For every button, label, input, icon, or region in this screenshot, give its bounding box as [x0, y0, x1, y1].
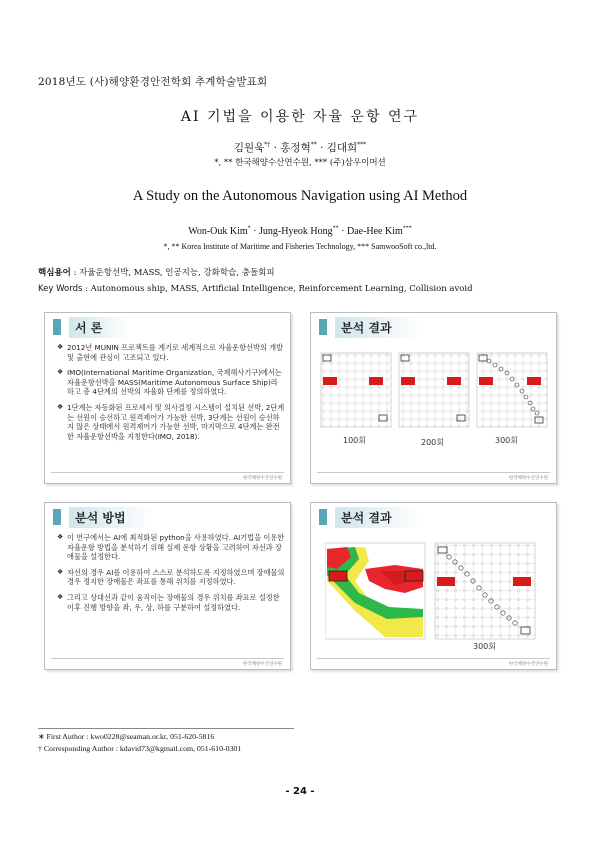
grid-300	[477, 353, 547, 427]
intro-bullets	[57, 343, 285, 447]
panel-title: 분석 결과	[319, 507, 420, 527]
panel-title: 서 론	[53, 317, 130, 337]
footnote-corresponding-author: † Corresponding Author : kdavid73@kgmail.com, 051-610-0301	[38, 744, 242, 753]
keywords-english: Key Words : Autonomous ship, MASS, Artificial Intelligence, Reinforcement Learning, Collision avoid	[38, 284, 473, 294]
authors-korean: 김원욱*† · 홍정혁** · 김대희***	[233, 141, 367, 154]
keywords-korean: 핵심용어 : 자율운항선박, MASS, 인공지능, 강화학습, 충돌회피	[38, 268, 275, 278]
results-grid-figures	[319, 351, 549, 431]
conference-header: 2018년도 (사)해양환경안전학회 추계학술발표회	[38, 76, 268, 88]
affiliations-english: *, ** Korea Institute of Maritime and Fisheries Technology, *** SamwooSoft co.,ltd.	[163, 242, 437, 251]
list-item: ❖ 2012년 MUNIN 프로젝트를 계기로 세계적으로 자율운항선박의 개발 및 출현에 관심이 고조되고 있다.	[57, 343, 284, 362]
panel-results-1	[310, 312, 557, 484]
panel-footer: 한국해양수산연수원	[242, 476, 282, 481]
path-grid-300	[435, 543, 535, 639]
panel-footer: 한국해양수산연수원	[508, 662, 548, 667]
list-item: ❖ 그리고 상대선과 같이 움직이는 장애물의 경우 위치를 좌표로 설정한 이후 진행 방향을 좌, 우, 상, 하를 구분하여 설정하였다.	[57, 592, 280, 612]
list-item: ❖ 1단계는 자동화된 프로세서 및 의사결정 시스템이 설치된 선박, 2단계는 선원이 승선하고 원격제어가 가능한 선박, 3단계는 선원이 승선하지 않은 상태에서 원격제어가 가능한 선박, 마지막으로 4단계는 완전한 자율운항선박을 지칭한다(IMO, 2018).	[57, 402, 285, 441]
footnote-first-author: ∗ First Author : kwo0228@seaman.or.kr, 051-620-5816	[38, 732, 215, 741]
title-english: A Study on the Autonomous Navigation using AI Method	[132, 188, 468, 204]
label-300: 300회	[473, 642, 496, 651]
panel-method	[44, 502, 291, 670]
authors-english: Won-Ouk Kim* · Jung-Hyeok Hong** · Dae-Hee Kim***	[188, 225, 412, 237]
list-item: ❖ 이 연구에서는 AI에 최적화된 python을 사용하였다. AI기법을 이용한 자율운항 방법을 분석하기 위해 실제 운항 상황을 고려하여 자선과 장애물을 설정한다.	[57, 533, 285, 562]
panel-footer: 한국해양수산연수원	[508, 476, 548, 481]
heatmap-figure	[325, 543, 425, 639]
results-heatmap-and-path	[325, 541, 545, 641]
panel-title: 분석 결과	[319, 317, 420, 337]
grid-100	[321, 353, 391, 427]
page-number: - 24 -	[285, 786, 315, 797]
list-item: ❖ IMO(International Maritime Organization, 국제해사기구)에서는 자율운항선박을 MASS(Maritime Autonomous Surface Ship)라 하고 총 4단계의 선박의 자율화 단계를 정의하였다.	[57, 368, 282, 397]
label-300: 300회	[495, 436, 518, 445]
affiliations-korean: *, ** 한국해양수산연수원, *** (주)삼우이머션	[214, 158, 386, 168]
grid-200	[399, 353, 469, 427]
title-korean: AI 기법을 이용한 자율 운항 연구	[180, 109, 420, 125]
label-200: 200회	[421, 438, 444, 447]
list-item: ❖ 자선의 경우 AI를 이용하여 스스로 분석하도록 지정하였으며 장애물의 경우 정지한 장애물은 좌표를 통해 위치를 지정하였다.	[57, 567, 285, 587]
panel-results-2	[310, 502, 557, 670]
footnote-divider	[38, 728, 294, 729]
panel-title: 분석 방법	[53, 507, 154, 527]
method-bullets	[57, 533, 285, 618]
panel-introduction	[44, 312, 291, 484]
label-100: 100회	[343, 436, 366, 445]
panel-footer: 한국해양수산연수원	[242, 662, 282, 667]
